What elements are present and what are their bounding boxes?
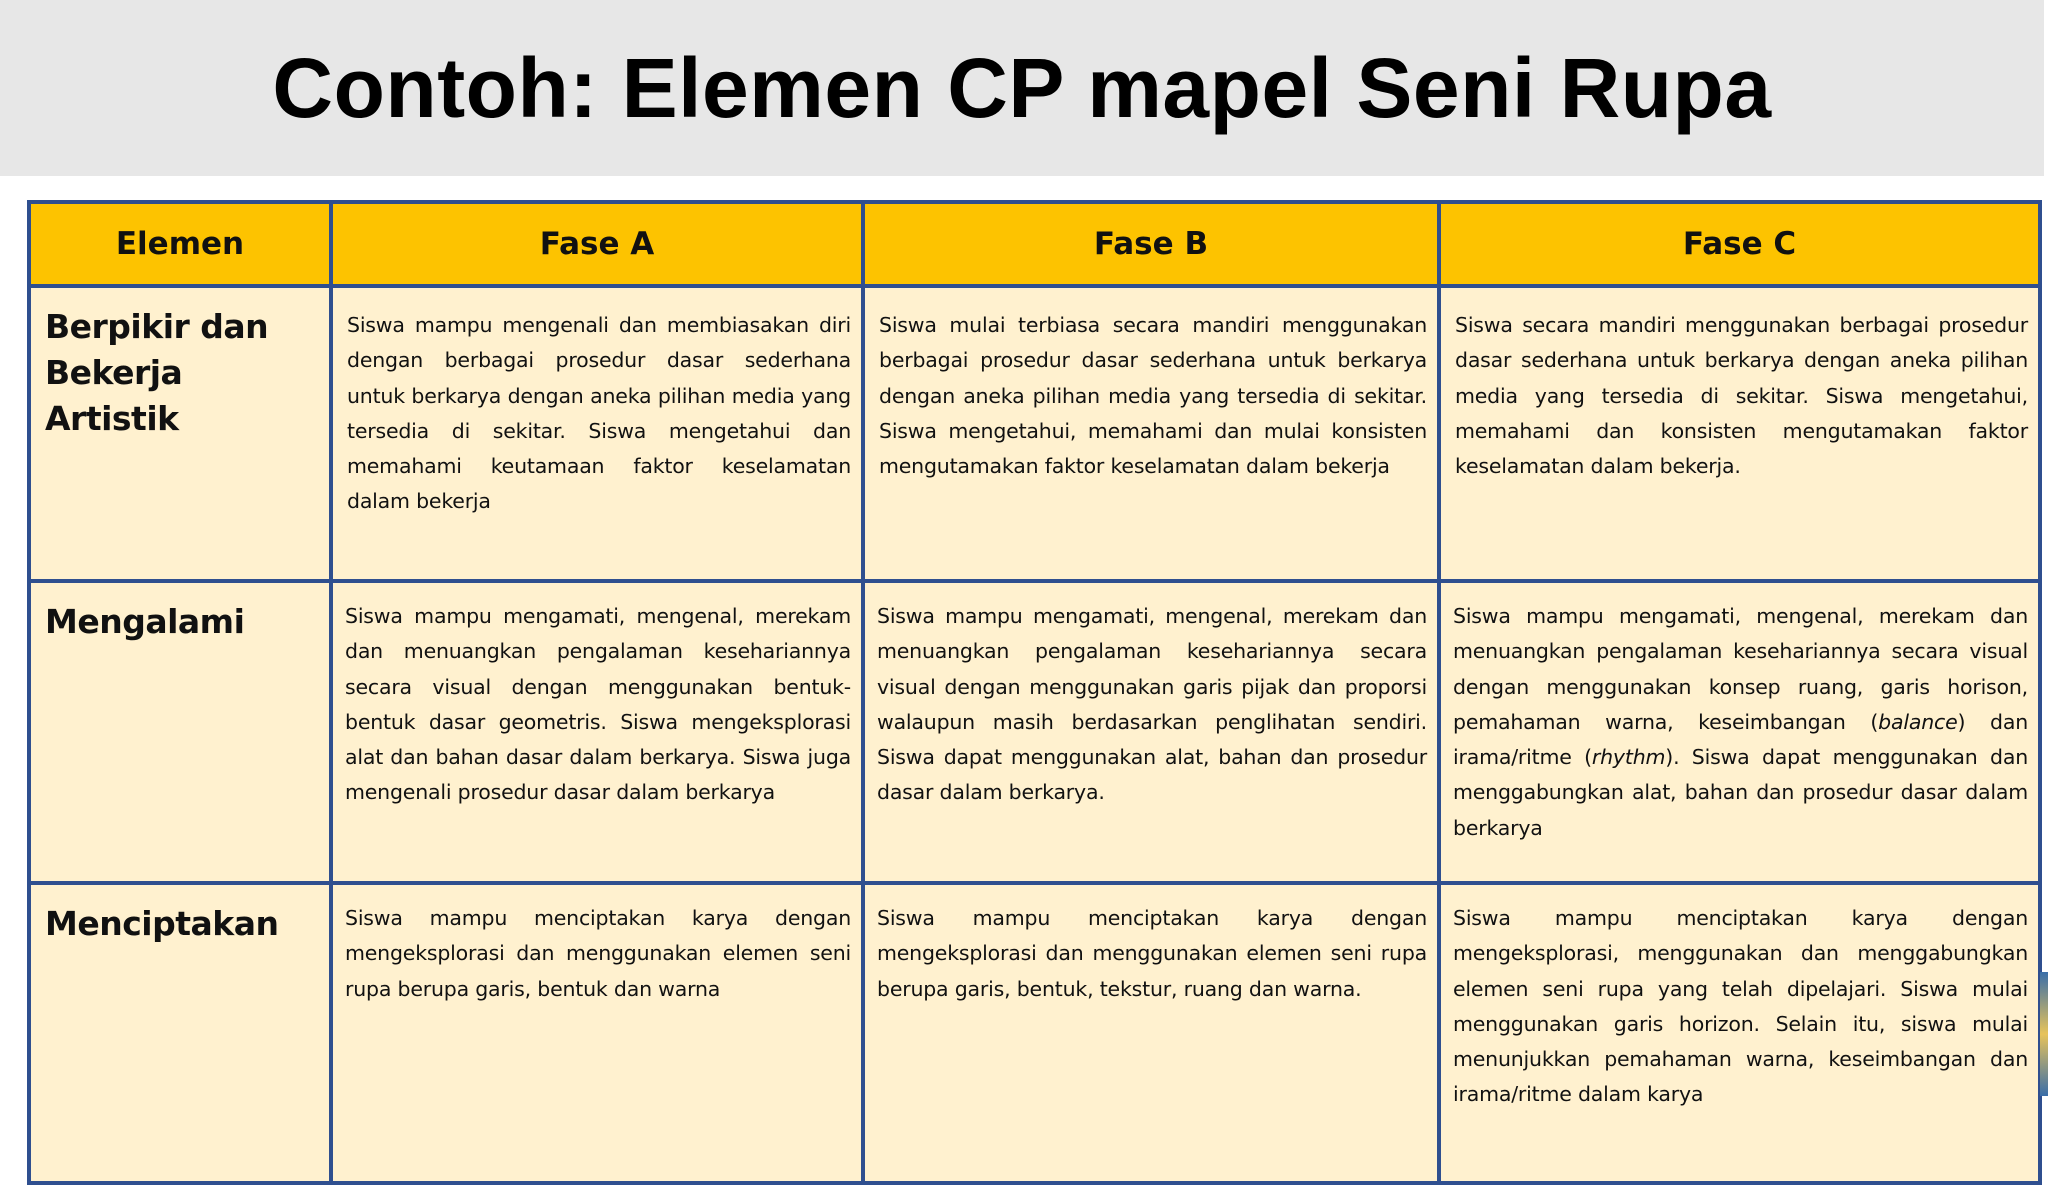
fase-c-cell: Siswa mampu menciptakan karya dengan mengeksplorasi, menggunakan dan menggabungkan elemen seni rupa yang telah dipelajari. Siswa mulai menggunakan garis horizon. Selain itu, siswa mulai menunjukkan pemahaman warna, keseimbangan dan irama/ritme dalam karya — [1439, 883, 2040, 1183]
header-fase-a: Fase A — [331, 202, 863, 286]
table-row — [29, 581, 2040, 883]
title-bar — [0, 0, 2044, 176]
table-row — [29, 883, 2040, 1183]
fase-c-text-part: ). Siswa dapat menggunakan dan menggabungkan alat, bahan dan prosedur dasar dalam berkarya — [1453, 745, 2028, 840]
table-header-row — [29, 202, 2040, 286]
fase-c-cell — [1439, 581, 2040, 883]
header-fase-c: Fase C — [1439, 202, 2040, 286]
table-row — [29, 286, 2040, 581]
fase-c-cell: Siswa secara mandiri menggunakan berbagai prosedur dasar sederhana untuk berkarya dengan aneka pilihan media yang tersedia di sekitar. Siswa mengetahui, memahami dan konsisten mengutamakan faktor keselamatan dalam bekerja. — [1439, 286, 2040, 581]
fase-b-cell: Siswa mulai terbiasa secara mandiri menggunakan berbagai prosedur dasar sederhana untuk berkarya dengan aneka pilihan media yang tersedia di sekitar. Siswa mengetahui, memahami dan mulai konsisten mengutamakan faktor keselamatan dalam bekerja — [863, 286, 1439, 581]
fase-a-cell: Siswa mampu mengenali dan membiasakan diri dengan berbagai prosedur dasar sederhana untuk berkarya dengan aneka pilihan media yang tersedia di sekitar. Siswa mengetahui dan memahami keutamaan faktor keselamatan dalam bekerja — [331, 286, 863, 581]
cp-table — [27, 200, 2042, 1185]
fase-b-cell: Siswa mampu mengamati, mengenal, merekam dan menuangkan pengalaman kesehariannya secara visual dengan menggunakan garis pijak dan proporsi walaupun masih berdasarkan penglihatan sendiri. Siswa dapat menggunakan alat, bahan dan prosedur dasar dalam berkarya. — [863, 581, 1439, 883]
fase-c-italic-term: rhythm — [1591, 745, 1666, 770]
fase-a-cell: Siswa mampu menciptakan karya dengan mengeksplorasi dan menggunakan elemen seni rupa berupa garis, bentuk dan warna — [331, 883, 863, 1183]
fase-b-cell: Siswa mampu menciptakan karya dengan mengeksplorasi dan menggunakan elemen seni rupa berupa garis, bentuk, tekstur, ruang dan warna. — [863, 883, 1439, 1183]
elemen-cell: Mengalami — [29, 581, 331, 883]
elemen-cell: Berpikir dan Bekerja Artistik — [29, 286, 331, 581]
elemen-cell: Menciptakan — [29, 883, 331, 1183]
fase-c-italic-term: balance — [1878, 709, 1958, 734]
fase-a-cell: Siswa mampu mengamati, mengenal, merekam dan menuangkan pengalaman kesehariannya secara visual dengan menggunakan bentuk-bentuk dasar geometris. Siswa mengeksplorasi alat dan bahan dasar dalam berkarya. Siswa juga mengenali prosedur dasar dalam berkarya — [331, 581, 863, 883]
header-elemen: Elemen — [29, 202, 331, 286]
side-decoration — [2040, 972, 2048, 1096]
fase-c-text-part: ) dan irama/ritme ( — [1453, 709, 2028, 770]
header-fase-b: Fase B — [863, 202, 1439, 286]
fase-c-text-part: Siswa mampu mengamati, mengenal, merekam dan menuangkan pengalaman kesehariannya secara visual dengan menggunakan konsep ruang, garis horison, pemahaman warna, keseimbangan ( — [1453, 604, 2028, 734]
slide-title: Contoh: Elemen CP mapel Seni Rupa — [272, 41, 1772, 135]
